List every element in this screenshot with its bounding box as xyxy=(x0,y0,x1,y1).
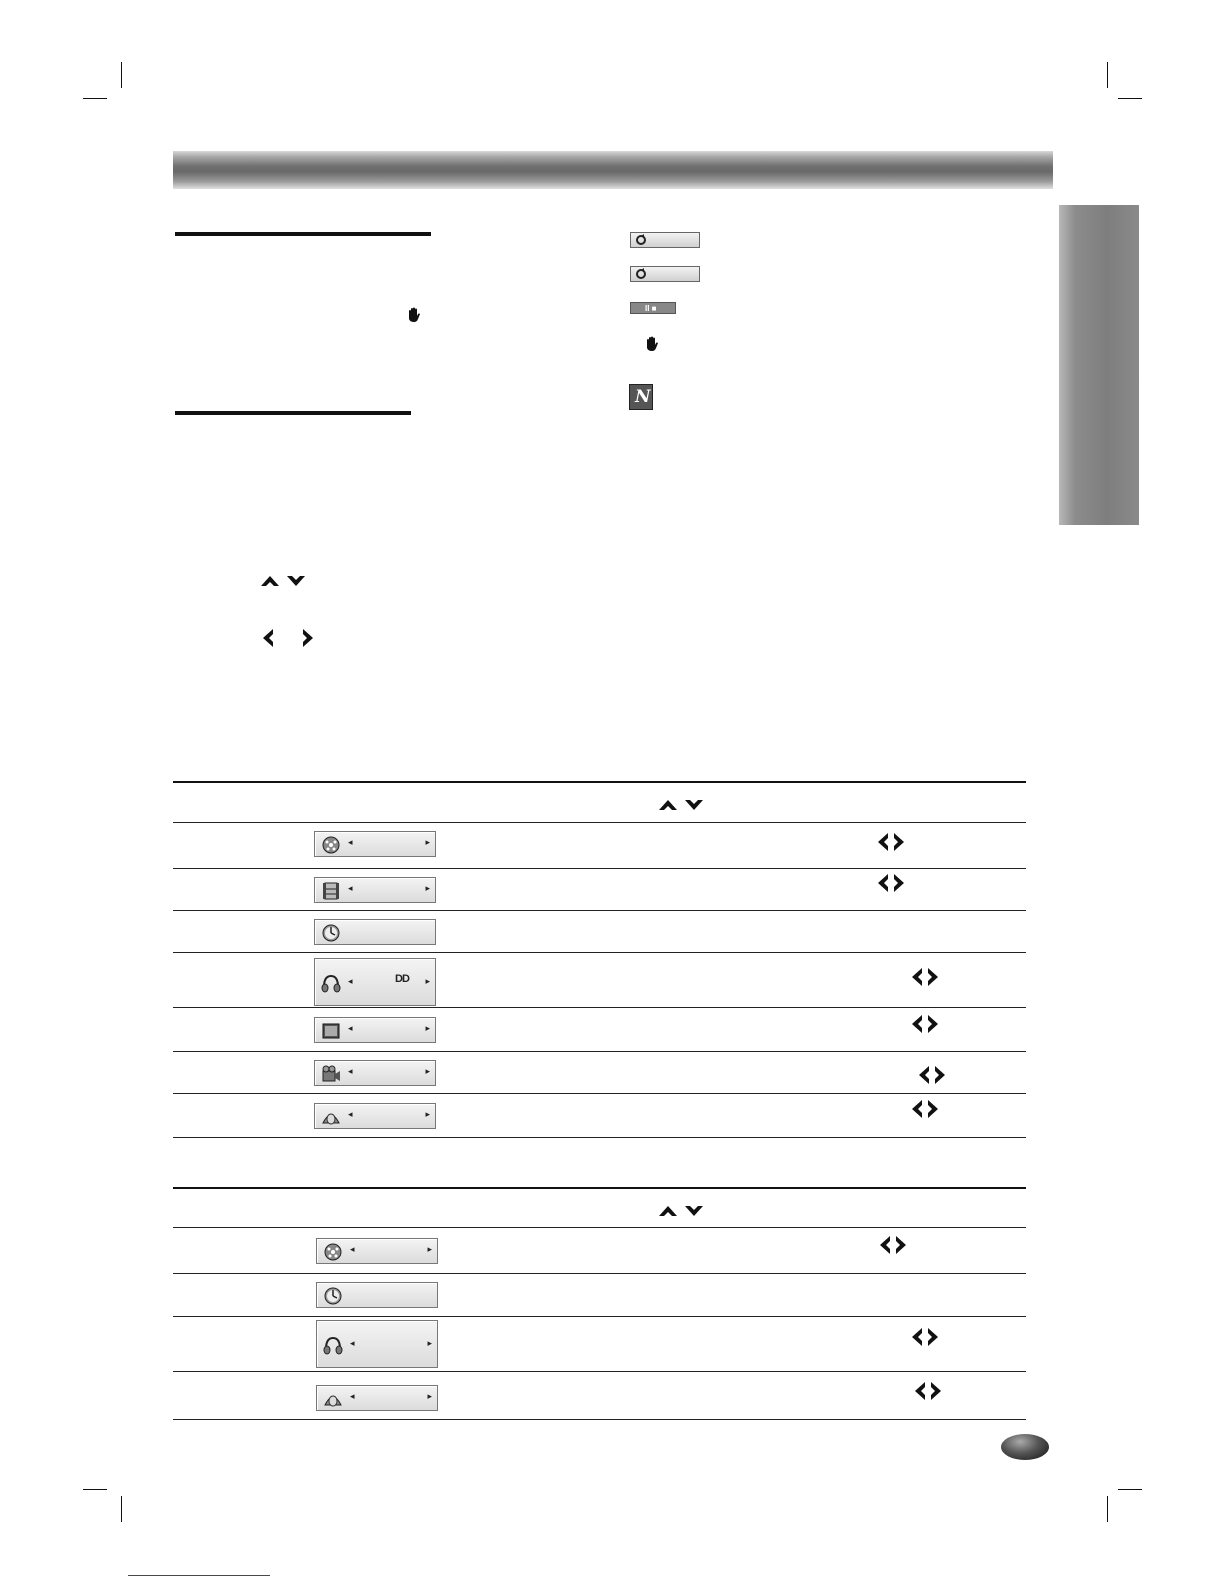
time-osd xyxy=(314,919,436,945)
down-arrow-icon xyxy=(285,573,307,589)
up-arrow-icon xyxy=(657,797,679,813)
left-arrow-icon xyxy=(878,1234,892,1256)
disc-icon xyxy=(321,835,341,855)
osd-left-arrow: ◂ xyxy=(348,1109,353,1119)
down-arrow-icon xyxy=(683,1203,705,1219)
crop-mark xyxy=(1107,62,1108,88)
osd-right-arrow: ▸ xyxy=(427,1391,432,1401)
left-arrow-icon xyxy=(910,1098,924,1120)
table-row-rule xyxy=(173,1051,1026,1052)
table-row-rule xyxy=(173,910,1026,911)
osd-left-arrow: ◂ xyxy=(350,1391,355,1401)
angle-osd xyxy=(314,1060,436,1086)
osd-right-arrow: ▸ xyxy=(425,883,430,893)
page-header-bar xyxy=(173,151,1053,189)
table-row-rule xyxy=(173,868,1026,869)
repeat-status-bar xyxy=(630,266,700,282)
time-osd xyxy=(316,1282,438,1308)
right-arrow-icon xyxy=(926,1326,940,1348)
left-right-arrow-pair xyxy=(878,1234,908,1256)
headphone-icon xyxy=(321,973,341,993)
speaker-icon xyxy=(323,1389,343,1409)
left-right-arrow-pair xyxy=(261,627,315,649)
crop-mark xyxy=(83,98,107,99)
table-row-rule xyxy=(173,1273,1026,1274)
osd-right-arrow: ▸ xyxy=(425,837,430,847)
left-arrow-icon xyxy=(913,1380,927,1402)
audio-osd xyxy=(316,1320,438,1368)
right-arrow-icon xyxy=(894,1234,908,1256)
osd-right-arrow: ▸ xyxy=(427,1338,432,1348)
crop-mark xyxy=(1107,1496,1108,1522)
audio-osd xyxy=(314,958,436,1006)
left-right-arrow-pair xyxy=(910,1098,940,1120)
crop-mark xyxy=(83,1489,107,1490)
osd-left-arrow: ◂ xyxy=(350,1338,355,1348)
left-right-arrow-pair xyxy=(913,1380,943,1402)
crop-mark xyxy=(121,1496,122,1522)
chapter-osd xyxy=(314,877,436,903)
headphone-icon xyxy=(323,1335,343,1355)
right-arrow-icon xyxy=(892,872,906,894)
left-arrow-icon xyxy=(910,1326,924,1348)
title-osd xyxy=(314,831,436,857)
table-row-rule xyxy=(173,1007,1026,1008)
clock-icon xyxy=(323,1286,343,1306)
clock-icon xyxy=(321,923,341,943)
disc-icon xyxy=(323,1242,343,1262)
table-row-rule xyxy=(173,952,1026,953)
table-bottom-rule xyxy=(173,1419,1026,1420)
repeat-icon xyxy=(635,234,647,246)
osd-left-arrow: ◂ xyxy=(348,976,353,986)
osd-right-arrow: ▸ xyxy=(425,976,430,986)
pause-stop-bar xyxy=(630,302,676,314)
section-side-tab xyxy=(1059,205,1139,525)
subtitle-osd xyxy=(314,1017,436,1043)
left-right-arrow-pair xyxy=(876,872,906,894)
up-down-arrow-pair xyxy=(657,797,705,813)
table-row-rule xyxy=(173,822,1026,823)
osd-left-arrow: ◂ xyxy=(348,837,353,847)
table-row-rule xyxy=(173,1227,1026,1228)
sound-osd xyxy=(316,1385,438,1411)
left-arrow-icon xyxy=(876,831,890,853)
camera-icon xyxy=(321,1064,341,1084)
screen-icon xyxy=(321,1021,341,1041)
right-arrow-icon xyxy=(933,1064,947,1086)
table-row-rule xyxy=(173,1093,1026,1094)
dolby-digital-mark: DD xyxy=(395,973,409,985)
speaker-icon xyxy=(321,1107,341,1127)
left-right-arrow-pair xyxy=(917,1064,947,1086)
crop-mark xyxy=(1118,98,1142,99)
hand-icon xyxy=(644,336,660,352)
osd-right-arrow: ▸ xyxy=(425,1109,430,1119)
right-arrow-icon xyxy=(301,627,315,649)
osd-left-arrow: ◂ xyxy=(350,1244,355,1254)
crop-mark xyxy=(1118,1489,1142,1490)
repeat-status-bar xyxy=(630,232,700,248)
left-arrow-icon xyxy=(917,1064,931,1086)
note-icon xyxy=(629,384,653,410)
track-osd xyxy=(316,1238,438,1264)
right-arrow-icon xyxy=(892,831,906,853)
up-arrow-icon xyxy=(259,573,281,589)
up-arrow-icon xyxy=(657,1203,679,1219)
pause-stop-symbol: II ■ xyxy=(645,304,657,313)
right-arrow-icon xyxy=(926,1013,940,1035)
right-arrow-icon xyxy=(926,1098,940,1120)
osd-left-arrow: ◂ xyxy=(348,883,353,893)
left-right-arrow-pair xyxy=(910,966,940,988)
osd-right-arrow: ▸ xyxy=(427,1244,432,1254)
up-down-arrow-pair xyxy=(259,573,307,589)
page-number-badge xyxy=(1001,1434,1049,1460)
up-down-arrow-pair xyxy=(657,1203,705,1219)
left-arrow-icon xyxy=(876,872,890,894)
right-arrow-icon xyxy=(926,966,940,988)
right-arrow-icon xyxy=(929,1380,943,1402)
osd-left-arrow: ◂ xyxy=(348,1066,353,1076)
left-arrow-icon xyxy=(261,627,275,649)
table-row-rule xyxy=(173,1316,1026,1317)
section-heading-rule xyxy=(175,411,411,415)
repeat-icon xyxy=(635,268,647,280)
table-bottom-rule xyxy=(173,1137,1026,1138)
osd-left-arrow: ◂ xyxy=(348,1023,353,1033)
osd-right-arrow: ▸ xyxy=(425,1066,430,1076)
table-top-rule xyxy=(173,1187,1026,1189)
left-arrow-icon xyxy=(910,1013,924,1035)
film-icon xyxy=(321,881,341,901)
footer-link-underline xyxy=(128,1575,270,1576)
osd-right-arrow: ▸ xyxy=(425,1023,430,1033)
crop-mark xyxy=(121,62,122,88)
hand-icon xyxy=(406,307,422,323)
down-arrow-icon xyxy=(683,797,705,813)
table-row-rule xyxy=(173,1371,1026,1372)
table-top-rule xyxy=(173,781,1026,783)
left-right-arrow-pair xyxy=(876,831,906,853)
note-symbol: N xyxy=(635,387,651,407)
left-right-arrow-pair xyxy=(910,1326,940,1348)
left-arrow-icon xyxy=(910,966,924,988)
left-right-arrow-pair xyxy=(910,1013,940,1035)
sound-osd xyxy=(314,1103,436,1129)
section-heading-rule xyxy=(175,232,431,236)
